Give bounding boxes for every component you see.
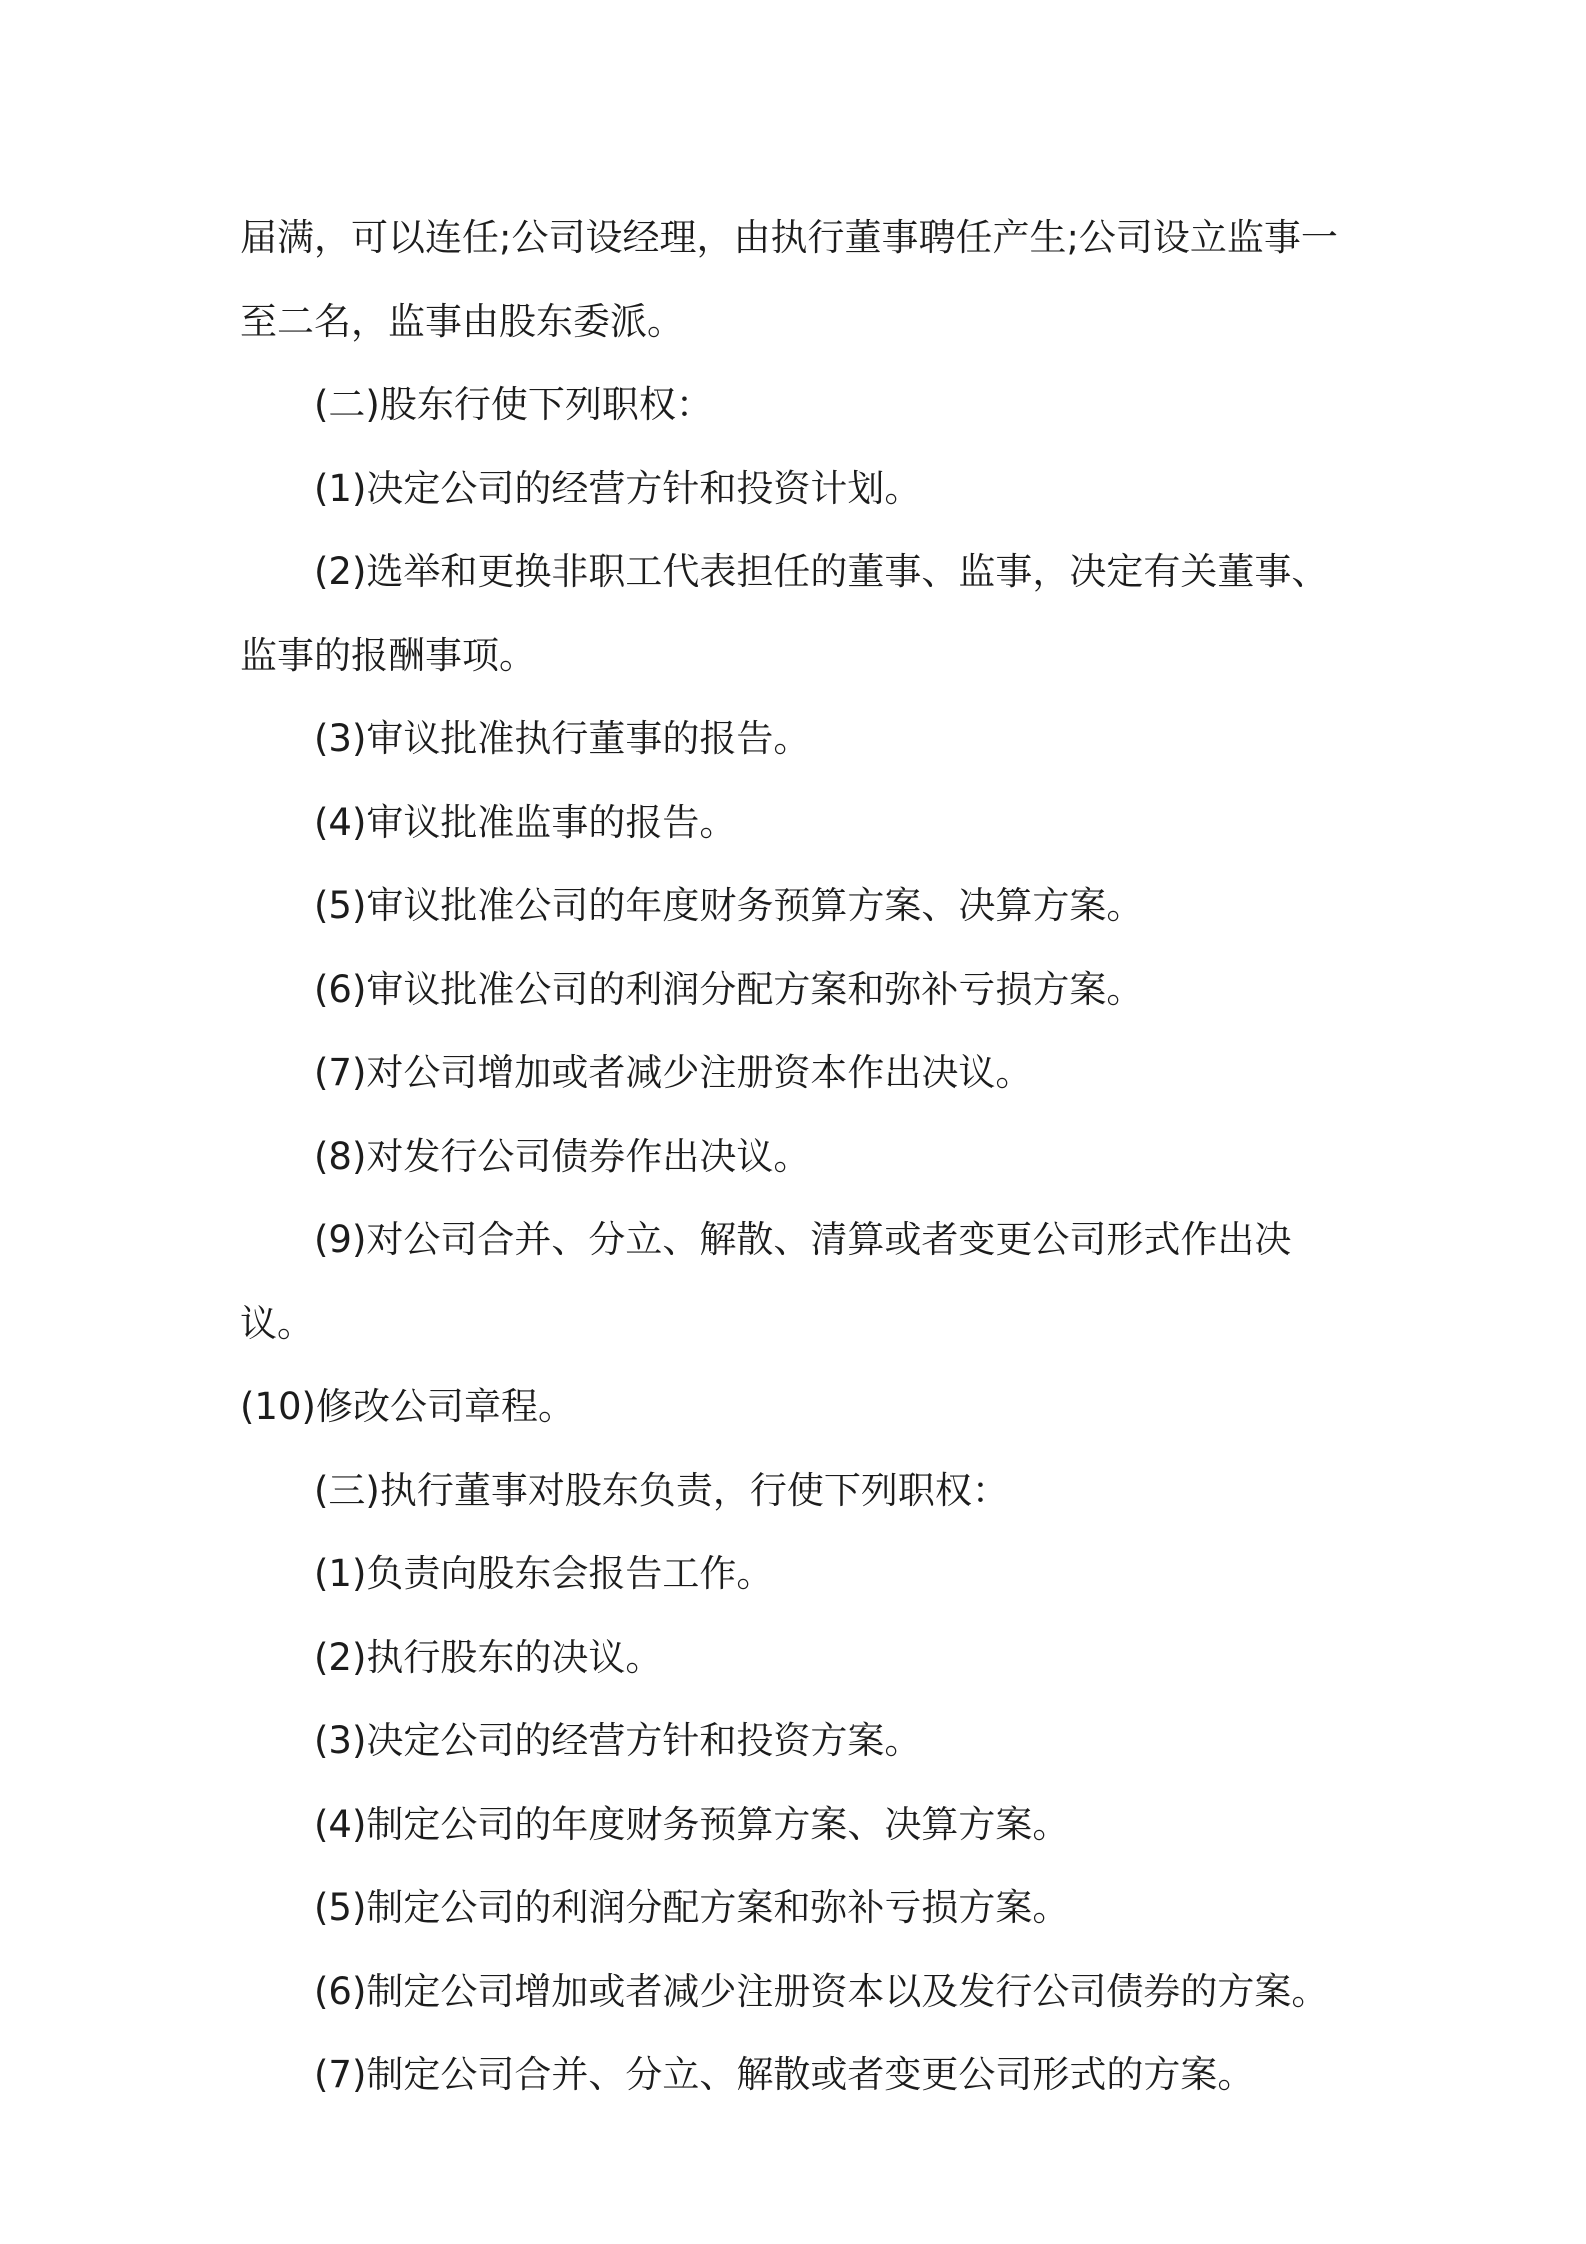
document-page (240, 196, 1360, 2117)
section-heading-shareholder-powers: (二)股东行使下列职权： (314, 383, 713, 426)
list-item: (5)制定公司的利润分配方案和弥补亏损方案。 (314, 1886, 1070, 1929)
list-item: (1)负责向股东会报告工作。 (314, 1552, 774, 1595)
list-item: (7)制定公司合并、分立、解散或者变更公司形式的方案。 (314, 2053, 1255, 2096)
list-item: (7)对公司增加或者减少注册资本作出决议。 (314, 1051, 1033, 1094)
section-heading-executive-director-powers: (三)执行董事对股东负责，行使下列职权： (314, 1468, 1009, 1512)
list-item: (2)选举和更换非职工代表担任的董事、监事，决定有关董事、监事的报酬事项。 (240, 550, 1329, 677)
list-item: (8)对发行公司债券作出决议。 (314, 1134, 811, 1178)
list-item: (3)决定公司的经营方针和投资方案。 (314, 1719, 922, 1762)
list-item: (4)制定公司的年度财务预算方案、决算方案。 (314, 1802, 1070, 1846)
list-item: (10)修改公司章程。 (240, 1385, 575, 1428)
paragraph-continuation: 届满，可以连任;公司设经理，由执行董事聘任产生;公司设立监事一至二名，监事由股东委派。 (240, 216, 1338, 343)
list-item: (4)审议批准监事的报告。 (314, 800, 737, 844)
list-item: (2)执行股东的决议。 (314, 1635, 663, 1679)
list-item: (5)审议批准公司的年度财务预算方案、决算方案。 (314, 884, 1144, 927)
list-item: (9)对公司合并、分立、解散、清算或者变更公司形式作出决议。 (240, 1218, 1292, 1345)
list-item: (6)制定公司增加或者减少注册资本以及发行公司债券的方案。 (314, 1969, 1329, 2013)
list-item: (3)审议批准执行董事的报告。 (314, 717, 811, 760)
list-item: (6)审议批准公司的利润分配方案和弥补亏损方案。 (314, 967, 1144, 1011)
list-item: (1)决定公司的经营方针和投资计划。 (314, 466, 922, 510)
